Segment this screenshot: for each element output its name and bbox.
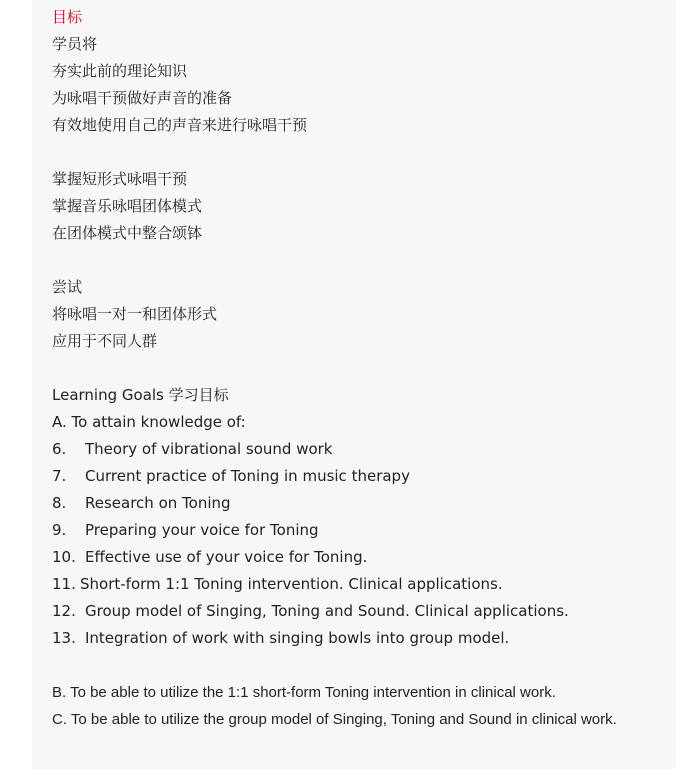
item-number: 9. [52, 521, 67, 539]
item-text: Research on Toning [85, 494, 231, 512]
skill-item: 掌握短形式咏唱干预 [52, 170, 188, 188]
item-number: 7. [52, 467, 67, 485]
section-b-text: B. To be able to utilize the 1:1 short-form Toning intervention in clinical work. [52, 684, 556, 701]
article-page [32, 0, 676, 769]
item-number: 8. [52, 494, 67, 512]
item-number: 11. [52, 575, 76, 593]
spacer [52, 247, 662, 274]
learners-intro: 学员将 [52, 35, 98, 53]
section-title: 目标 [52, 8, 83, 26]
spacer [52, 652, 662, 679]
item-text: Integration of work with singing bowls into group model. [85, 629, 510, 647]
item-text: Group model of Singing, Toning and Sound. Clinical applications. [85, 602, 569, 620]
try-item: 应用于不同人群 [52, 332, 158, 350]
skill-item: 掌握音乐咏唱团体模式 [52, 197, 203, 215]
numbered-item [52, 544, 662, 571]
numbered-item [52, 463, 662, 490]
item-number: 6. [52, 440, 67, 458]
section-c-text: C. To be able to utilize the group model of Singing, Toning and Sound in clinical work. [52, 711, 617, 728]
item-number: 12. [52, 602, 76, 620]
item-text: Preparing your voice for Toning [85, 521, 319, 539]
numbered-item [52, 625, 662, 652]
numbered-item [52, 436, 662, 463]
learning-goals-heading: Learning Goals 学习目标 [52, 386, 229, 404]
spacer [52, 139, 662, 166]
item-number: 13. [52, 629, 76, 647]
section-a-heading: A. To attain knowledge of: [52, 413, 246, 431]
try-heading: 尝试 [52, 278, 83, 296]
numbered-item [52, 517, 662, 544]
item-text: Theory of vibrational sound work [85, 440, 333, 458]
item-text: Effective use of your voice for Toning. [85, 548, 368, 566]
article-content [52, 4, 662, 733]
spacer [52, 355, 662, 382]
item-text: Short-form 1:1 Toning intervention. Clinical applications. [80, 575, 503, 593]
numbered-item [52, 490, 662, 517]
item-number: 10. [52, 548, 76, 566]
numbered-item [52, 598, 662, 625]
item-text: Current practice of Toning in music therapy [85, 467, 410, 485]
goal-item: 夯实此前的理论知识 [52, 62, 188, 80]
goal-item: 有效地使用自己的声音来进行咏唱干预 [52, 116, 308, 134]
goal-item: 为咏唱干预做好声音的准备 [52, 89, 233, 107]
skill-item: 在团体模式中整合颂钵 [52, 224, 203, 242]
numbered-item [52, 571, 662, 598]
try-item: 将咏唱一对一和团体形式 [52, 305, 218, 323]
